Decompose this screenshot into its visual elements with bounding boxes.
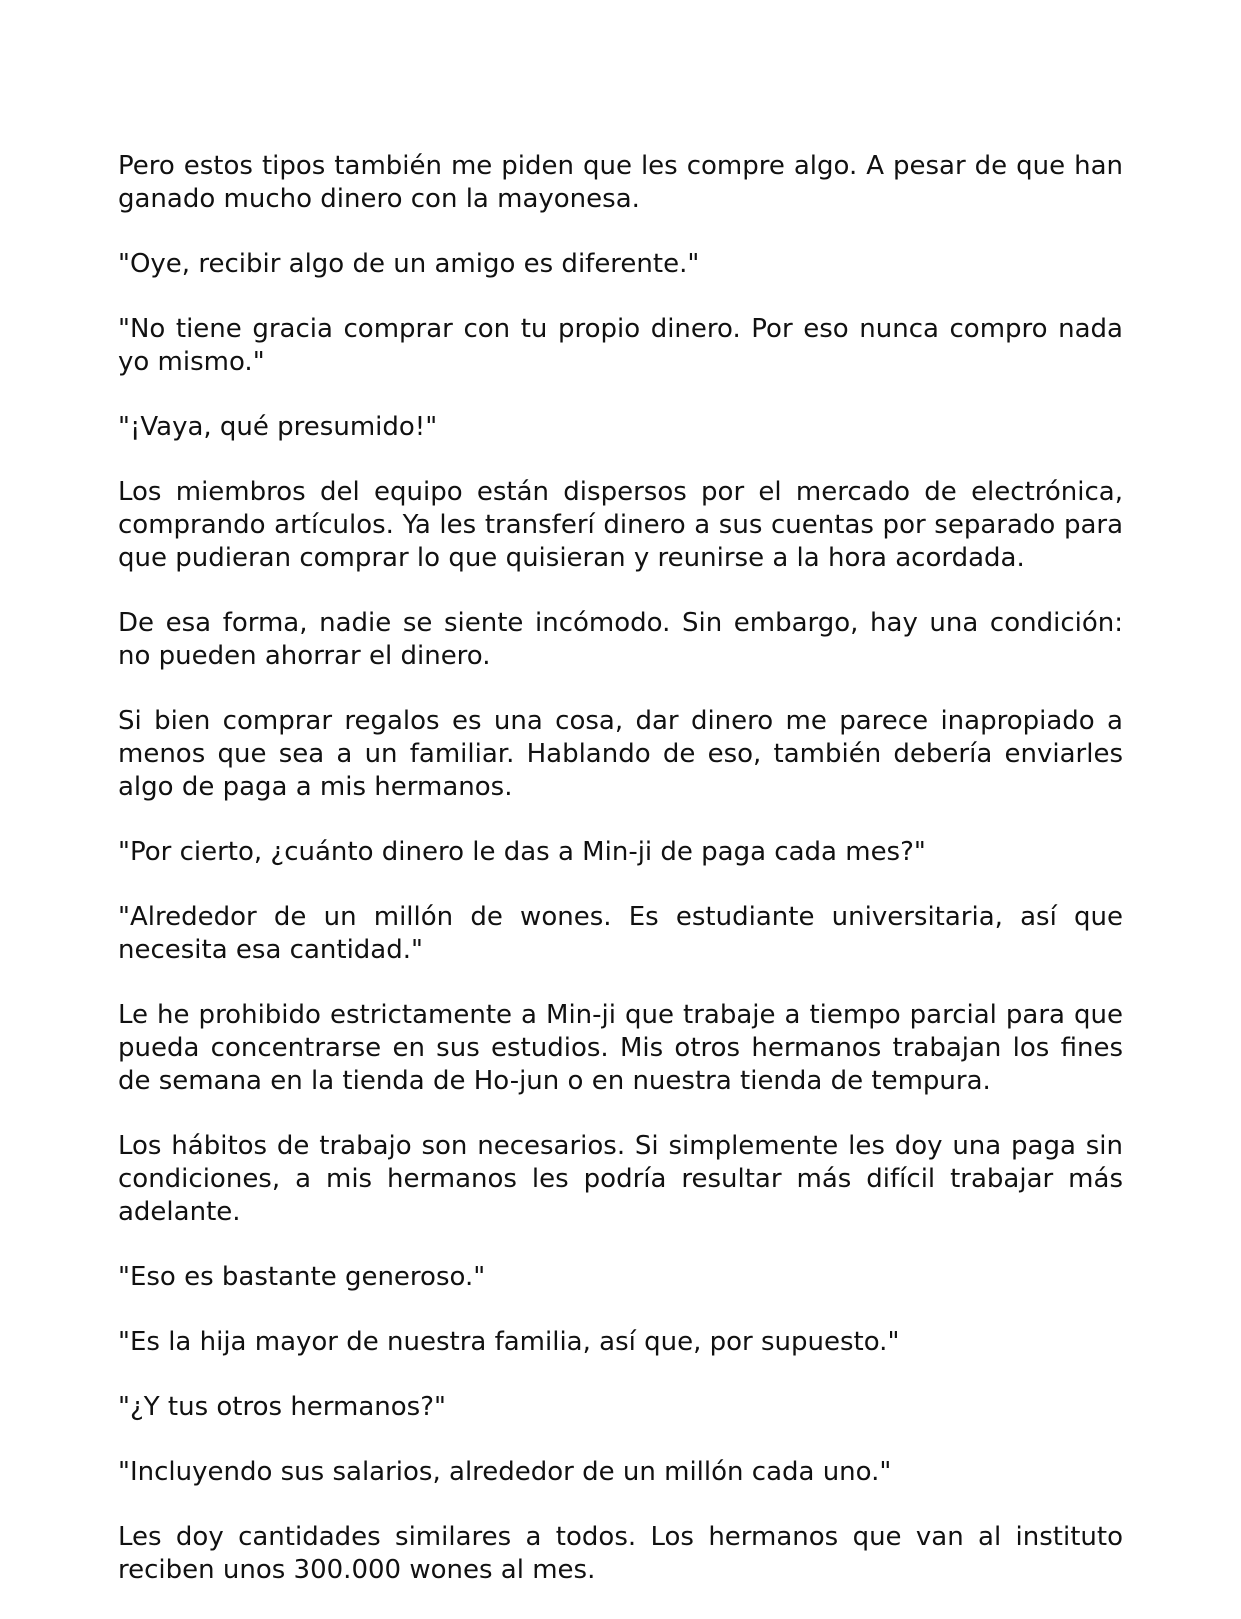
paragraph: Si bien comprar regalos es una cosa, dar dinero me parece inapropiado a menos que sea a un familiar. Hablando de eso, también debería enviarles algo de paga a mis hermanos. <box>118 706 1123 802</box>
paragraph: De esa forma, nadie se siente incómodo. Sin embargo, hay una condición: no pueden ahorrar el dinero. <box>118 608 1123 671</box>
paragraph: "Oye, recibir algo de un amigo es diferente." <box>118 249 700 279</box>
paragraph: "¿Y tus otros hermanos?" <box>118 1392 446 1422</box>
paragraph: "Por cierto, ¿cuánto dinero le das a Min-ji de paga cada mes?" <box>118 837 926 867</box>
paragraph: "No tiene gracia comprar con tu propio dinero. Por eso nunca compro nada yo mismo." <box>118 314 1123 377</box>
paragraph: "Alrededor de un millón de wones. Es estudiante universitaria, así que necesita esa cantidad." <box>118 902 1123 965</box>
paragraph: "Incluyendo sus salarios, alrededor de un millón cada uno." <box>118 1457 892 1487</box>
paragraph: Les doy cantidades similares a todos. Los hermanos que van al instituto reciben unos 300.000 wones al mes. <box>118 1522 1123 1585</box>
paragraph: "¡Vaya, qué presumido!" <box>118 412 438 442</box>
paragraph: Los hábitos de trabajo son necesarios. Si simplemente les doy una paga sin condiciones, a mis hermanos les podría resultar más difícil trabajar más adelante. <box>118 1131 1123 1227</box>
paragraph: Los miembros del equipo están dispersos por el mercado de electrónica, comprando artículos. Ya les transferí dinero a sus cuentas por separado para que pudieran comprar lo que quisieran y reunirse a la hora acordada. <box>118 477 1123 573</box>
paragraph: Pero estos tipos también me piden que les compre algo. A pesar de que han ganado mucho dinero con la mayonesa. <box>118 151 1123 214</box>
document-page <box>118 150 1123 1619</box>
paragraph: "Eso es bastante generoso." <box>118 1262 486 1292</box>
paragraph: Le he prohibido estrictamente a Min-ji que trabaje a tiempo parcial para que pueda concentrarse en sus estudios. Mis otros hermanos trabajan los fines de semana en la tienda de Ho-jun o en nuestra tienda de tempura. <box>118 1000 1123 1096</box>
paragraph: "Es la hija mayor de nuestra familia, así que, por supuesto." <box>118 1327 900 1357</box>
